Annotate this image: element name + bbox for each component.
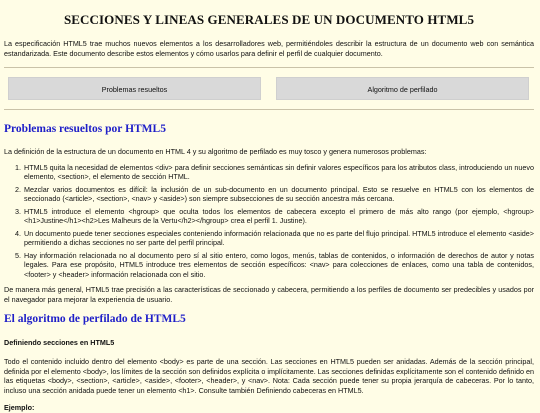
subheading-defining-sections: Definiendo secciones en HTML5 bbox=[4, 337, 115, 347]
page-title: SECCIONES Y LINEAS GENERALES DE UN DOCUMENTO HTML5 bbox=[63, 12, 475, 27]
section-closing: De manera más general, HTML5 trae precisión a las características de seccionado y cabecera, permitiendo a los perfiles de documento ser predecibles y usados por el navegador para mejorar la experiencia de usuario. bbox=[4, 285, 534, 304]
divider-bottom bbox=[4, 109, 534, 110]
section-nav bbox=[4, 68, 534, 109]
section-body: Todo el contenido incluido dentro del elemento <body> es parte de una sección. Las secciones en HTML5 pueden ser anidadas. Además de la sección principal, definida por el elemento <body>, los límites de la sección son definidos explícita o implícitamente. Las secciones definidas explícitamente son el contenido definido en las etiquetas <body>, <section>, <article>, <aside>, <footer>, <header>, y <nav>. Nota: Cada sección puede tener su propia jerarquía de cabeceras. Por lo tanto, incluso una sección anidada puede tener un elemento <h1>. Consulte también Definiendo cabeceras en HTML5. bbox=[4, 357, 534, 395]
list-item: 4. Un documento puede tener secciones especiales conteniendo información relacionada que no es parte del flujo principal. HTML5 introduce el elemento <aside> permitiendo a dichas secciones no ser parte del perfil principal. bbox=[23, 229, 534, 248]
list-item: 5. Hay información relacionada no al documento pero sí al sitio entero, como logos, menús, tablas de contenidos, o información de derechos de autor y notas legales. Para ese propósito, HTML5 introduce tres elementos de sección específicos: <nav> para colecciones de enlaces, como una tabla de contenidos, <footer> y <header> información relacionada con el sitio. bbox=[23, 251, 534, 280]
intro-paragraph: La especificación HTML5 trae muchos nuevos elementos a los desarrolladores web, permitiéndoles describir la estructura de un documento web con semántica estandarizada. Este documento describe estos elementos y cómo usarlos para definir el perfil de cualquier documento. bbox=[4, 39, 534, 58]
section-heading-problems: Problemas resueltos por HTML5 bbox=[4, 123, 166, 136]
list-item: 1. HTML5 quita la necesidad de elementos <div> para definir secciones semánticas sin definir valores específicos para los atributos class, introduciendo un nuevo elemento, <section>, el elemento de sección HTML. bbox=[23, 163, 534, 182]
example-label: Ejemplo: bbox=[4, 403, 35, 412]
nav-button-problems[interactable]: Problemas resueltos bbox=[8, 77, 261, 100]
problems-list bbox=[4, 163, 534, 280]
list-item: 2. Mezclar varios documentos es difícil: la inclusión de un sub-documento en un documento principal. Esto se resuelve en HTML5 con los elementos de seccionado (<article>, <section>, <nav> y <aside>) son siempre subsecciones de su sección ancestra más cercana. bbox=[23, 185, 534, 204]
section-heading-algorithm: El algoritmo de perfilado de HTML5 bbox=[4, 313, 186, 326]
section-lead: La definición de la estructura de un documento en HTML 4 y su algoritmo de perfilado es muy tosco y genera numerosos problemas: bbox=[4, 147, 427, 157]
nav-button-algorithm[interactable]: Algoritmo de perfilado bbox=[276, 77, 529, 100]
list-item: 3. HTML5 introduce el elemento <hgroup> que oculta todos los elementos de cabecera excepto el primero de más alto rango (por ejemplo, <hgroup><h1>Justine</h1><h2>Les Malheurs de la Vertu</h2></hgroup> crea el perfil 1. Justine). bbox=[23, 207, 534, 226]
